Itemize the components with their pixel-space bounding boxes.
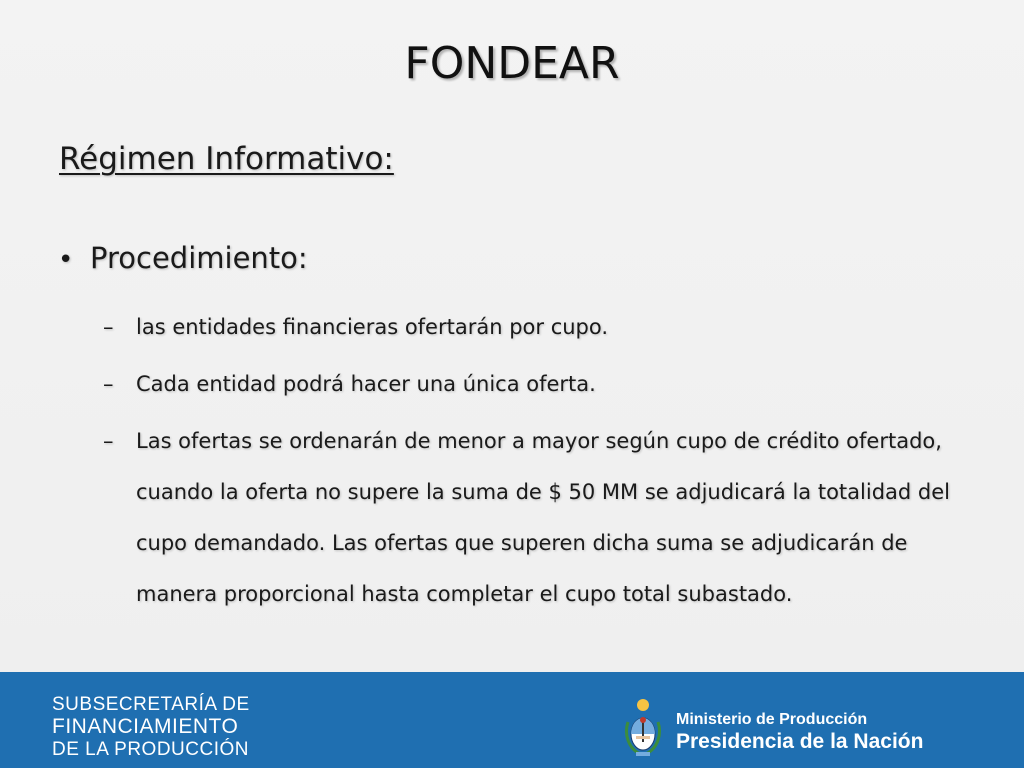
main-bullet-label: Procedimiento: [90, 241, 308, 275]
argentina-coat-of-arms-icon [622, 696, 664, 760]
sub-bullet-dash: – [103, 315, 114, 339]
sub-bullet-text: Cada entidad podrá hacer una única oferta. [136, 372, 596, 396]
sub-bullet-text: las entidades financieras ofertarán por cupo. [136, 315, 609, 339]
footer-line-2: FINANCIAMIENTO [52, 715, 239, 738]
ministry-logo [676, 710, 923, 754]
bullet-dot: • [58, 245, 74, 275]
main-bullet [58, 238, 308, 280]
sub-bullet-dash: – [103, 429, 114, 453]
slide-title: FONDEAR [404, 38, 620, 89]
sub-bullet-dash: – [103, 372, 114, 396]
sub-bullet-item [103, 416, 963, 620]
sub-bullet-item [103, 302, 963, 353]
slide-subtitle: Régimen Informativo: [59, 141, 394, 177]
footer-line-1: SUBSECRETARÍA DE [52, 694, 250, 715]
sub-bullet-text: Las ofertas se ordenarán de menor a mayor según cupo de crédito ofertado, cuando la oferta no supere la suma de $ 50 MM se adjudicará la totalidad del cupo demandado. Las ofertas que superen dicha suma se adjudicarán de manera proporcional hasta completar el cupo total subastado. [136, 429, 950, 606]
footer-bar [0, 672, 1024, 768]
ministry-name: Ministerio de Producción [676, 711, 868, 728]
subsecretaria-logo [52, 694, 250, 760]
sub-bullet-item [103, 359, 963, 410]
sub-bullet-list [103, 302, 963, 626]
presidency-name: Presidencia de la Nación [676, 730, 924, 753]
footer-line-3: DE LA PRODUCCIÓN [52, 739, 249, 760]
